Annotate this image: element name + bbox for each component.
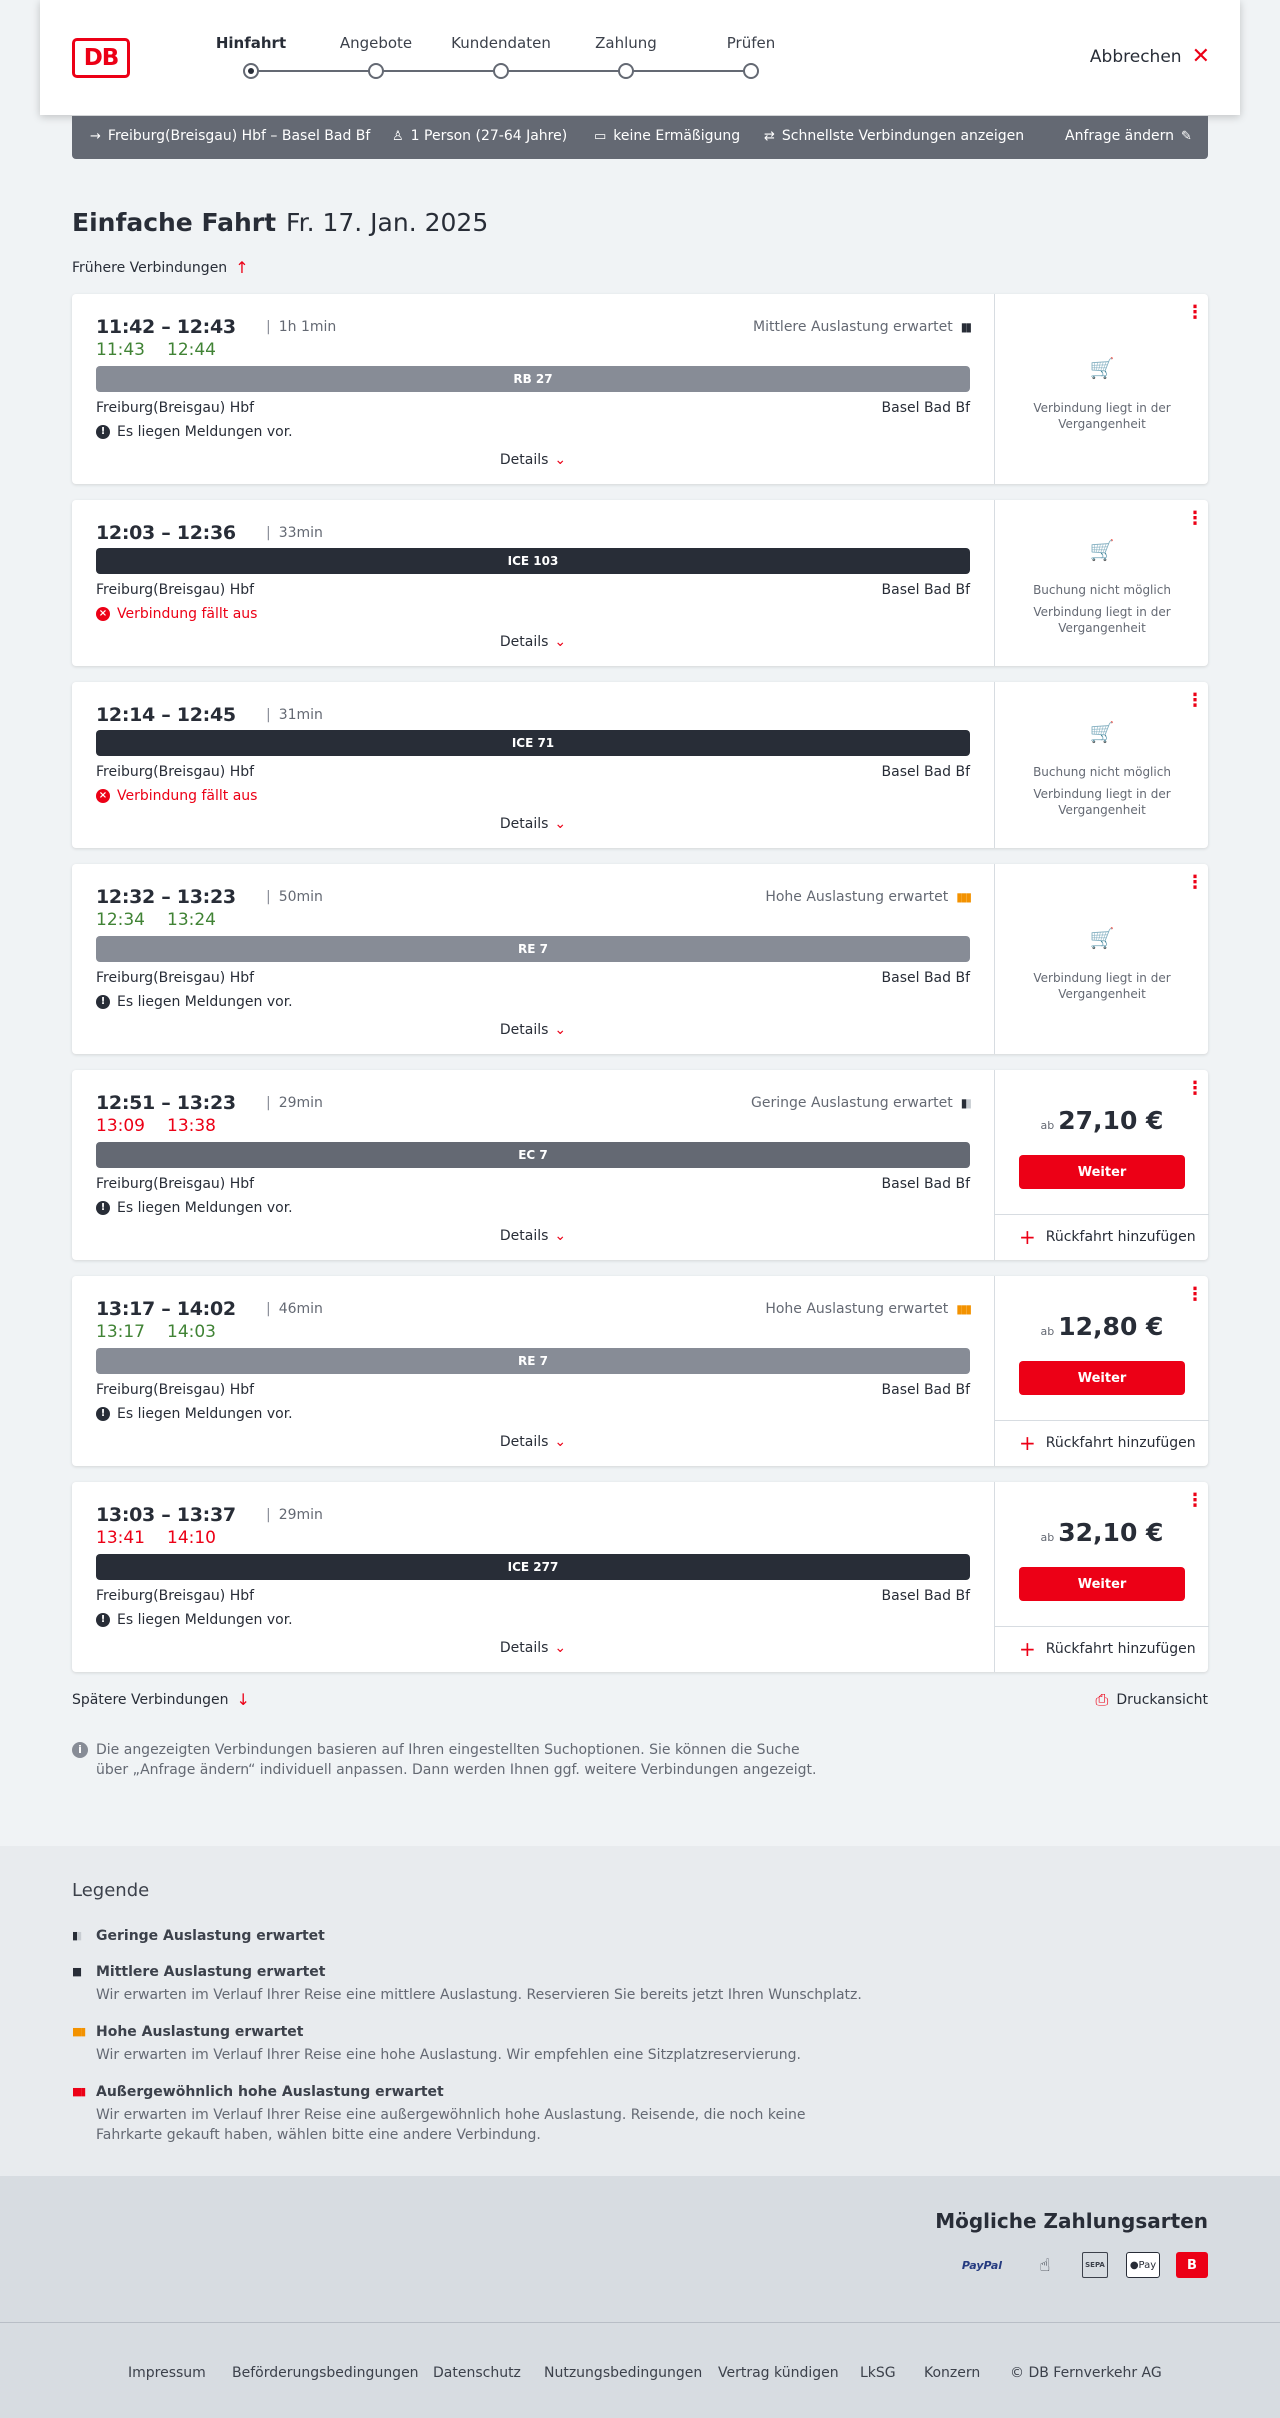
person-icon: ♙ — [392, 128, 404, 144]
step-dot — [368, 63, 384, 79]
step-pruefen[interactable] — [691, 34, 811, 79]
occupancy — [765, 889, 970, 905]
earlier-label: Frühere Verbindungen — [72, 259, 228, 276]
time-range: 12:03 – 12:36 — [96, 522, 236, 544]
cancellation-notice — [96, 788, 257, 804]
price-prefix: ab — [1040, 1119, 1055, 1132]
exclamation-icon: ! — [96, 995, 110, 1009]
occupancy-text: Mittlere Auslastung erwartet — [752, 319, 953, 335]
train-bar[interactable]: EC 7 — [96, 1142, 970, 1168]
arrival-station: Basel Bad Bf — [881, 582, 970, 598]
cancellation-notice — [96, 606, 257, 622]
arrow-up-icon: ↑ — [235, 258, 249, 277]
realtime — [96, 340, 238, 360]
passenger-summary — [392, 128, 567, 144]
notice — [96, 994, 293, 1010]
add-return-button[interactable] — [1019, 1225, 1196, 1249]
cross-circle-icon: × — [96, 789, 110, 803]
realtime — [96, 1322, 238, 1342]
realtime-arr: 12:44 — [167, 340, 216, 360]
chevron-down-icon: ⌄ — [554, 1434, 567, 1450]
exclamation-icon: ! — [96, 1407, 110, 1421]
departure-station: Freiburg(Breisgau) Hbf — [96, 1176, 255, 1192]
notice-text: Es liegen Meldungen vor. — [117, 424, 293, 440]
return-label: Rückfahrt hinzufügen — [1045, 1229, 1196, 1245]
details-label: Details — [499, 634, 549, 650]
route-summary — [90, 128, 370, 144]
details-label: Details — [499, 816, 549, 832]
plus-icon: + — [1019, 1637, 1036, 1661]
realtime — [96, 910, 238, 930]
details-label: Details — [499, 1434, 549, 1450]
past-note: Verbindung liegt in der Vergangenheit — [1033, 971, 1171, 1001]
step-label: Angebote — [339, 34, 413, 52]
step-kundendaten[interactable] — [441, 34, 561, 79]
change-request-button[interactable] — [1065, 128, 1192, 144]
search-info — [72, 1740, 832, 1780]
details-toggle[interactable] — [72, 634, 994, 650]
add-return-button[interactable] — [1019, 1431, 1196, 1455]
legend-item-title: Außergewöhnlich hohe Auslastung erwartet — [96, 2084, 444, 2100]
legend-item-title: Hohe Auslastung erwartet — [96, 2024, 304, 2040]
details-toggle[interactable] — [72, 1434, 994, 1450]
footer-link-konzern[interactable]: Konzern — [924, 2365, 981, 2381]
earlier-connections-link[interactable] — [72, 258, 249, 277]
add-return-button[interactable] — [1019, 1637, 1196, 1661]
connection-card — [72, 1276, 1208, 1466]
departure-station: Freiburg(Breisgau) Hbf — [96, 400, 255, 416]
notice-text: Es liegen Meldungen vor. — [117, 1200, 293, 1216]
realtime-arr: 13:24 — [167, 910, 216, 930]
continue-button[interactable]: Weiter — [1019, 1567, 1185, 1601]
train-bar[interactable]: RE 7 — [96, 936, 970, 962]
cart-icon: 🛒 — [1089, 926, 1115, 950]
footer-link-datenschutz[interactable]: Datenschutz — [433, 2365, 521, 2381]
notice-text: Verbindung fällt aus — [117, 606, 258, 622]
more-options-icon[interactable]: ⋮ — [1186, 1490, 1204, 1511]
footer — [0, 2322, 1280, 2418]
cancel-button[interactable] — [1090, 46, 1210, 68]
more-options-icon[interactable]: ⋮ — [1186, 1078, 1204, 1099]
train-bar[interactable]: ICE 103 — [96, 548, 970, 574]
no-booking-note: Buchung nicht möglich — [1033, 583, 1171, 597]
payment-methods — [0, 2176, 1280, 2322]
change-text: Anfrage ändern — [1065, 128, 1174, 144]
step-dot — [618, 63, 634, 79]
cross-circle-icon: × — [96, 607, 110, 621]
legend-item-title: Geringe Auslastung erwartet — [96, 1928, 325, 1944]
info-text: Die angezeigten Verbindungen basieren auf Ihren eingestellten Suchoptionen. Sie können die Suche über „Anfrage ändern“ individuell anpassen. Dann werden Ihnen ggf. weitere Verbindungen angezeigt. — [96, 1742, 817, 1778]
notice-text: Verbindung fällt aus — [117, 788, 258, 804]
occupancy-text: Hohe Auslastung erwartet — [765, 1301, 949, 1317]
occupancy — [751, 1095, 970, 1111]
return-label: Rückfahrt hinzufügen — [1045, 1641, 1196, 1657]
occupancy-extreme-icon: ▮▮▮ — [72, 2085, 85, 2098]
occupancy-high-icon: ▮▮▮ — [72, 2025, 85, 2038]
more-options-icon[interactable]: ⋮ — [1186, 690, 1204, 711]
cart-icon: 🛒 — [1089, 720, 1115, 744]
legend — [0, 1846, 1280, 2176]
price-value: 27,10 € — [1058, 1106, 1164, 1135]
step-label: Prüfen — [726, 34, 776, 52]
occupancy — [765, 1301, 970, 1317]
departure-station: Freiburg(Breisgau) Hbf — [96, 1382, 255, 1398]
title-date: Fr. 17. Jan. 2025 — [286, 208, 489, 237]
plus-icon: + — [1019, 1225, 1036, 1249]
train-bar[interactable]: RE 7 — [96, 1348, 970, 1374]
later-connections-link[interactable] — [72, 1690, 250, 1709]
db-logo[interactable]: DB — [72, 38, 130, 78]
notice — [96, 1612, 293, 1628]
realtime-dep: 12:34 — [96, 910, 145, 930]
legend-item — [72, 2024, 872, 2065]
details-toggle[interactable] — [72, 1640, 994, 1656]
legend-item-desc: Wir erwarten im Verlauf Ihrer Reise eine hohe Auslastung. Wir empfehlen eine Sitzplatzreservierung. — [96, 2047, 801, 2063]
footer-copyright: © DB Fernverkehr AG — [1010, 2365, 1162, 2381]
exclamation-icon: ! — [96, 1201, 110, 1215]
switch-icon: ⇄ — [764, 128, 775, 144]
price — [995, 1518, 1209, 1547]
price — [995, 1106, 1209, 1135]
notice — [96, 424, 293, 440]
continue-button[interactable]: Weiter — [1019, 1361, 1185, 1395]
step-label: Kundendaten — [451, 34, 551, 52]
connection-card — [72, 294, 1208, 484]
departure-station: Freiburg(Breisgau) Hbf — [96, 764, 255, 780]
duration: | 31min — [266, 707, 323, 723]
plus-icon: + — [1019, 1431, 1036, 1455]
cancel-label: Abbrechen — [1089, 47, 1182, 67]
header — [40, 0, 1240, 115]
arrival-station: Basel Bad Bf — [881, 764, 970, 780]
occupancy-low-icon: ▮▮ — [960, 1096, 970, 1110]
notice — [96, 1200, 293, 1216]
realtime-arr: 14:03 — [167, 1322, 216, 1342]
footer-link-impressum[interactable]: Impressum — [128, 2365, 206, 2381]
duration: | 29min — [266, 1095, 323, 1111]
cart-icon: 🛒 — [1089, 356, 1115, 380]
price-prefix: ab — [1040, 1531, 1055, 1544]
notice-text: Es liegen Meldungen vor. — [117, 1406, 293, 1422]
close-icon: ✕ — [1191, 44, 1210, 69]
printer-icon: ⎙ — [1095, 1690, 1109, 1709]
realtime-dep: 13:41 — [96, 1528, 145, 1548]
discount-text: keine Ermäßigung — [613, 128, 741, 144]
time-range: 13:03 – 13:37 — [96, 1504, 236, 1526]
connection-card — [72, 1070, 1208, 1260]
arrival-station: Basel Bad Bf — [881, 1382, 970, 1398]
card-icon: ▭ — [594, 128, 607, 144]
arrival-station: Basel Bad Bf — [881, 970, 970, 986]
time-range: 12:51 – 13:23 — [96, 1092, 236, 1114]
route-text: Freiburg(Breisgau) Hbf – Basel Bad Bf — [107, 128, 371, 144]
continue-button[interactable]: Weiter — [1019, 1155, 1185, 1189]
notice-text: Es liegen Meldungen vor. — [117, 1612, 293, 1628]
step-dot — [243, 63, 259, 79]
occupancy-high-icon: ▮▮▮ — [956, 890, 970, 904]
arrival-station: Basel Bad Bf — [881, 400, 970, 416]
duration: | 46min — [266, 1301, 323, 1317]
arrival-station: Basel Bad Bf — [881, 1176, 970, 1192]
duration-text: 1h 1min — [278, 319, 337, 335]
search-summary-bar — [72, 116, 1208, 159]
duration-text: 31min — [278, 707, 323, 723]
more-options-icon[interactable]: ⋮ — [1186, 508, 1204, 529]
time-range: 12:32 – 13:23 — [96, 886, 236, 908]
step-dot — [493, 63, 509, 79]
connection-card — [72, 500, 1208, 666]
notice-text: Es liegen Meldungen vor. — [117, 994, 293, 1010]
connection-card — [72, 1482, 1208, 1672]
realtime-dep: 11:43 — [96, 340, 145, 360]
footer-link-nutzungsbedingungen[interactable]: Nutzungsbedingungen — [544, 2365, 703, 2381]
legend-item-desc: Wir erwarten im Verlauf Ihrer Reise eine außergewöhnlich hohe Auslastung. Reisende, die noch keine Fahrkarte gekauft haben, wählen bitte eine andere Verbindung. — [96, 2107, 806, 2143]
step-zahlung[interactable] — [566, 34, 686, 79]
occupancy-high-icon: ▮▮▮ — [956, 1302, 970, 1316]
step-angebote[interactable] — [316, 34, 436, 79]
footer-link-befoerderungsbedingungen[interactable]: Beförderungsbedingungen — [232, 2365, 419, 2381]
chevron-down-icon: ⌄ — [554, 1022, 567, 1038]
info-icon: i — [72, 1742, 88, 1758]
step-dot — [743, 63, 759, 79]
exclamation-icon: ! — [96, 425, 110, 439]
legend-item — [72, 1964, 872, 2005]
arrow-down-icon: ↓ — [236, 1690, 250, 1709]
details-toggle[interactable] — [72, 1022, 994, 1038]
duration-text: 29min — [278, 1507, 323, 1523]
title-trip-type: Einfache Fahrt — [72, 208, 277, 237]
connection-card — [72, 682, 1208, 848]
paypal-icon: PayPal — [961, 2258, 1003, 2272]
past-note: Verbindung liegt in der Vergangenheit — [1033, 787, 1171, 817]
train-bar[interactable]: RB 27 — [96, 366, 970, 392]
details-toggle[interactable] — [72, 452, 994, 468]
occupancy-medium-icon: ▮▮ — [960, 320, 970, 334]
details-toggle[interactable] — [72, 1228, 994, 1244]
no-booking-note: Buchung nicht möglich — [1033, 765, 1171, 779]
realtime-arr: 14:10 — [167, 1528, 216, 1548]
exclamation-icon: ! — [96, 1613, 110, 1627]
price-prefix: ab — [1040, 1325, 1055, 1338]
legend-title: Legende — [72, 1880, 150, 1901]
price-value: 12,80 € — [1058, 1312, 1164, 1341]
occupancy-medium-icon: ▮▮ — [72, 1965, 81, 1978]
print-view-link[interactable] — [1096, 1690, 1208, 1710]
more-options-icon[interactable]: ⋮ — [1186, 872, 1204, 893]
details-label: Details — [499, 1228, 549, 1244]
chevron-down-icon: ⌄ — [554, 634, 567, 650]
departure-station: Freiburg(Breisgau) Hbf — [96, 582, 255, 598]
realtime-dep: 13:09 — [96, 1116, 145, 1136]
apple-pay-label: Pay — [1138, 2259, 1157, 2271]
sepa-icon: SEPA — [1082, 2252, 1108, 2278]
past-note: Verbindung liegt in der Vergangenheit — [1033, 605, 1171, 635]
train-bar[interactable]: ICE 277 — [96, 1554, 970, 1580]
details-label: Details — [499, 1022, 549, 1038]
realtime — [96, 1528, 238, 1548]
details-label: Details — [499, 452, 549, 468]
occupancy-low-icon: ▮▮ — [72, 1929, 81, 1942]
discount-summary — [594, 128, 740, 144]
duration: | 33min — [266, 525, 323, 541]
occupancy-text: Hohe Auslastung erwartet — [765, 889, 949, 905]
chevron-down-icon: ⌄ — [554, 1228, 567, 1244]
duration-text: 50min — [278, 889, 323, 905]
legend-item — [72, 1928, 872, 1944]
duration-text: 29min — [278, 1095, 323, 1111]
fastest-toggle[interactable] — [764, 128, 1024, 144]
time-range: 12:14 – 12:45 — [96, 704, 236, 726]
cart-icon: 🛒 — [1089, 538, 1115, 562]
more-options-icon[interactable]: ⋮ — [1186, 1284, 1204, 1305]
step-hinfahrt[interactable] — [191, 34, 311, 79]
occupancy-text: Geringe Auslastung erwartet — [751, 1095, 953, 1111]
departure-station: Freiburg(Breisgau) Hbf — [96, 1588, 255, 1604]
arrow-right-icon: → — [90, 128, 101, 144]
price — [995, 1312, 1209, 1341]
payment-title: Mögliche Zahlungsarten — [935, 2209, 1208, 2233]
legend-item — [72, 2084, 872, 2145]
fastest-text: Schnellste Verbindungen anzeigen — [781, 128, 1025, 144]
footer-link-lksg[interactable]: LkSG — [860, 2365, 896, 2381]
legend-item-desc: Wir erwarten im Verlauf Ihrer Reise eine mittlere Auslastung. Reservieren Sie bereits jetzt Ihren Wunschplatz. — [96, 1987, 862, 2003]
step-label: Hinfahrt — [215, 34, 287, 52]
chevron-down-icon: ⌄ — [554, 1640, 567, 1656]
return-label: Rückfahrt hinzufügen — [1045, 1435, 1196, 1451]
duration-text: 33min — [278, 525, 323, 541]
occupancy — [753, 319, 970, 335]
passenger-text: 1 Person (27-64 Jahre) — [410, 128, 568, 144]
print-label: Druckansicht — [1116, 1692, 1208, 1708]
time-range: 11:42 – 12:43 — [96, 316, 236, 338]
duration: | 1h 1min — [266, 319, 337, 335]
apple-logo-icon: ● — [1129, 2259, 1139, 2271]
notice — [96, 1406, 293, 1422]
past-note: Verbindung liegt in der Vergangenheit — [1033, 401, 1171, 431]
chevron-down-icon: ⌄ — [554, 452, 567, 468]
details-label: Details — [499, 1640, 549, 1656]
realtime — [96, 1116, 238, 1136]
departure-station: Freiburg(Breisgau) Hbf — [96, 970, 255, 986]
train-bar[interactable]: ICE 71 — [96, 730, 970, 756]
step-label: Zahlung — [595, 34, 657, 52]
realtime-arr: 13:38 — [167, 1116, 216, 1136]
progress-steps — [210, 34, 776, 84]
credit-card-hand-icon: ☝ — [1039, 2254, 1051, 2276]
time-range: 13:17 – 14:02 — [96, 1298, 236, 1320]
duration: | 29min — [266, 1507, 323, 1523]
arrival-station: Basel Bad Bf — [881, 1588, 970, 1604]
duration-text: 46min — [278, 1301, 323, 1317]
details-toggle[interactable] — [72, 816, 994, 832]
footer-link-vertrag-kuendigen[interactable]: Vertrag kündigen — [718, 2365, 839, 2381]
legend-item-title: Mittlere Auslastung erwartet — [96, 1964, 326, 1980]
duration: | 50min — [266, 889, 323, 905]
realtime-dep: 13:17 — [96, 1322, 145, 1342]
later-label: Spätere Verbindungen — [72, 1691, 229, 1708]
more-options-icon[interactable]: ⋮ — [1186, 302, 1204, 323]
apple-pay-icon — [1126, 2252, 1160, 2278]
price-value: 32,10 € — [1058, 1518, 1164, 1547]
pencil-icon: ✎ — [1181, 128, 1192, 144]
bahncard-icon: B — [1176, 2252, 1208, 2278]
connection-card — [72, 864, 1208, 1054]
page-title — [72, 208, 488, 237]
chevron-down-icon: ⌄ — [554, 816, 567, 832]
